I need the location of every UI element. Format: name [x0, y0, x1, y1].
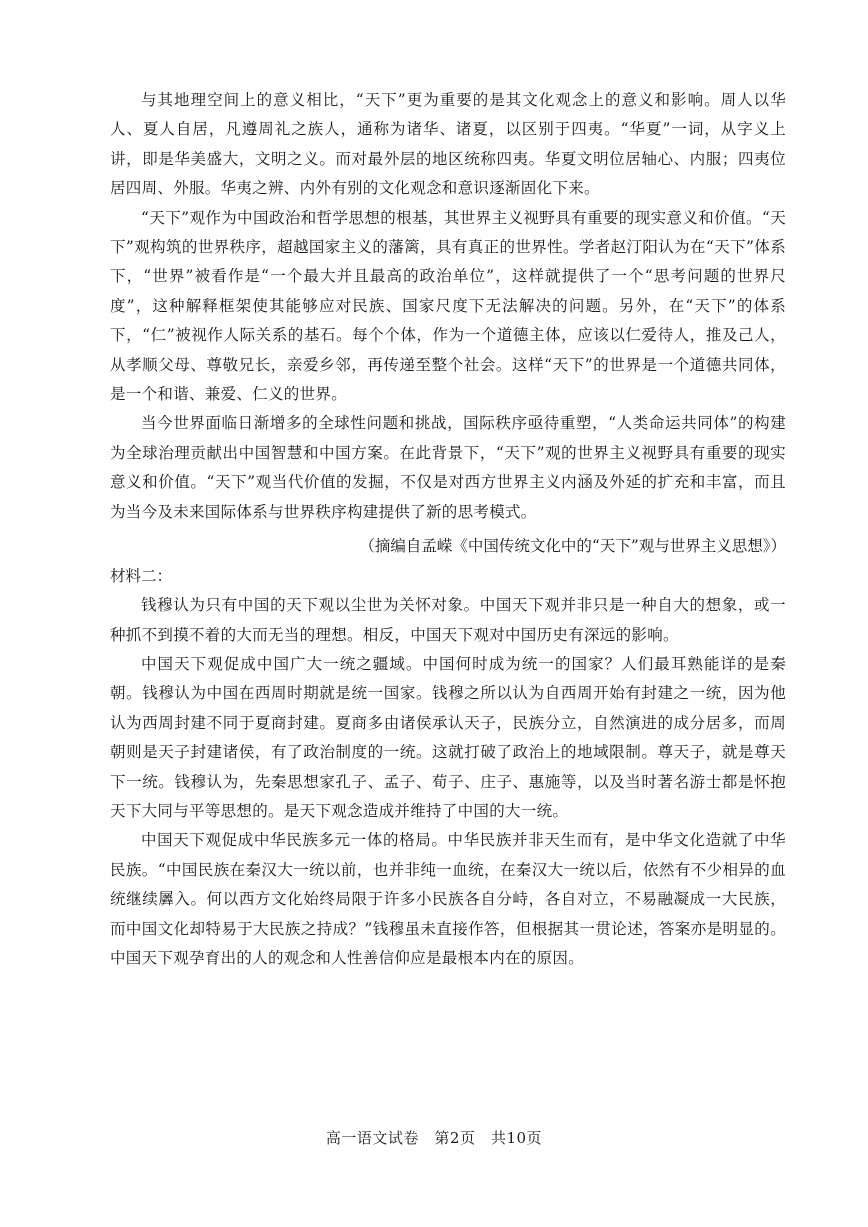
paragraph: 与其地理空间上的意义相比，“天下”更为重要的是其文化观念上的意义和影响。周人以华人、夏人自居，凡遵周礼之族人，通称为诸华、诸夏，以区别于四夷。“华夏”一词，从字义上讲，即是华美盛大，文明之义。而对最外层的地区统称四夷。华夏文明位居轴心、内服；四夷位居四周、外服。华夷之辨、内外有别的文化观念和意识逐渐固化下来。: [110, 91, 786, 198]
exam-page-body: [110, 86, 786, 973]
source-citation: （摘编自孟嵘《中国传统文化中的“天下”观与世界主义思想》）: [359, 537, 786, 556]
material-label: 材料二：: [110, 567, 173, 586]
paragraph: “天下”观作为中国政治和哲学思想的根基，其世界主义视野具有重要的现实意义和价值。“天下”观构筑的世界秩序，超越国家主义的藩篱，具有真正的世界性。学者赵汀阳认为在“天下”体系下，“世界”被看作是“一个最大并且最高的政治单位”，这样就提供了一个“思考问题的世界尺度”，这种解释框架使其能够应对民族、国家尺度下无法解决的问题。另外，在“天下”的体系下，“仁”被视作人际关系的基石。每个个体，作为一个道德主体，应该以仁爱待人，推及己人，从孝顺父母、尊敬兄长，亲爱乡邻，再传递至整个社会。这样“天下”的世界是一个道德共同体，是一个和谐、兼爱、仁义的世界。: [110, 208, 786, 404]
paragraph: 钱穆认为只有中国的天下观以尘世为关怀对象。中国天下观并非只是一种自大的想象，或一种抓不到摸不着的大而无当的理想。相反，中国天下观对中国历史有深远的影响。: [110, 596, 786, 644]
paragraph: 中国天下观促成中国广大一统之疆域。中国何时成为统一的国家？人们最耳熟能详的是秦朝。钱穆认为中国在西周时期就是统一国家。钱穆之所以认为自西周开始有封建之一统，因为他认为西周封建不同于夏商封建。夏商多由诸侯承认天子，民族分立，自然演进的成分居多，而周朝则是天子封建诸侯，有了政治制度的一统。这就打破了政治上的地域限制。尊天子，就是尊天下一统。钱穆认为，先秦思想家孔子、孟子、荀子、庄子、惠施等，以及当时著名游士都是怀抱天下大同与平等思想的。是天下观念造成并维持了中国的大一统。: [110, 654, 786, 820]
paragraph: 当今世界面临日渐增多的全球性问题和挑战，国际秩序亟待重塑，“人类命运共同体”的构建为全球治理贡献出中国智慧和中国方案。在此背景下，“天下”观的世界主义视野具有重要的现实意义和价值。“天下”观当代价值的发掘，不仅是对西方世界主义内涵及外延的扩充和丰富，而且为当今及未来国际体系与世界秩序构建提供了新的思考模式。: [110, 414, 786, 521]
paragraph: 中国天下观促成中华民族多元一体的格局。中华民族并非天生而有，是中华文化造就了中华民族。“中国民族在秦汉大一统以前，也并非纯一血统，在秦汉大一统以后，依然有不少相异的血统继续羼入。何以西方文化始终局限于许多小民族各自分峙，各自对立，不易融凝成一大民族，而中国文化却特易于大民族之持成？”钱穆虽未直接作答，但根据其一贯论述，答案亦是明显的。中国天下观孕育出的人的观念和人性善信仰应是最根本内在的原因。: [110, 831, 786, 967]
page-footer: 高一语文试卷 第2页 共10页: [325, 1129, 543, 1147]
